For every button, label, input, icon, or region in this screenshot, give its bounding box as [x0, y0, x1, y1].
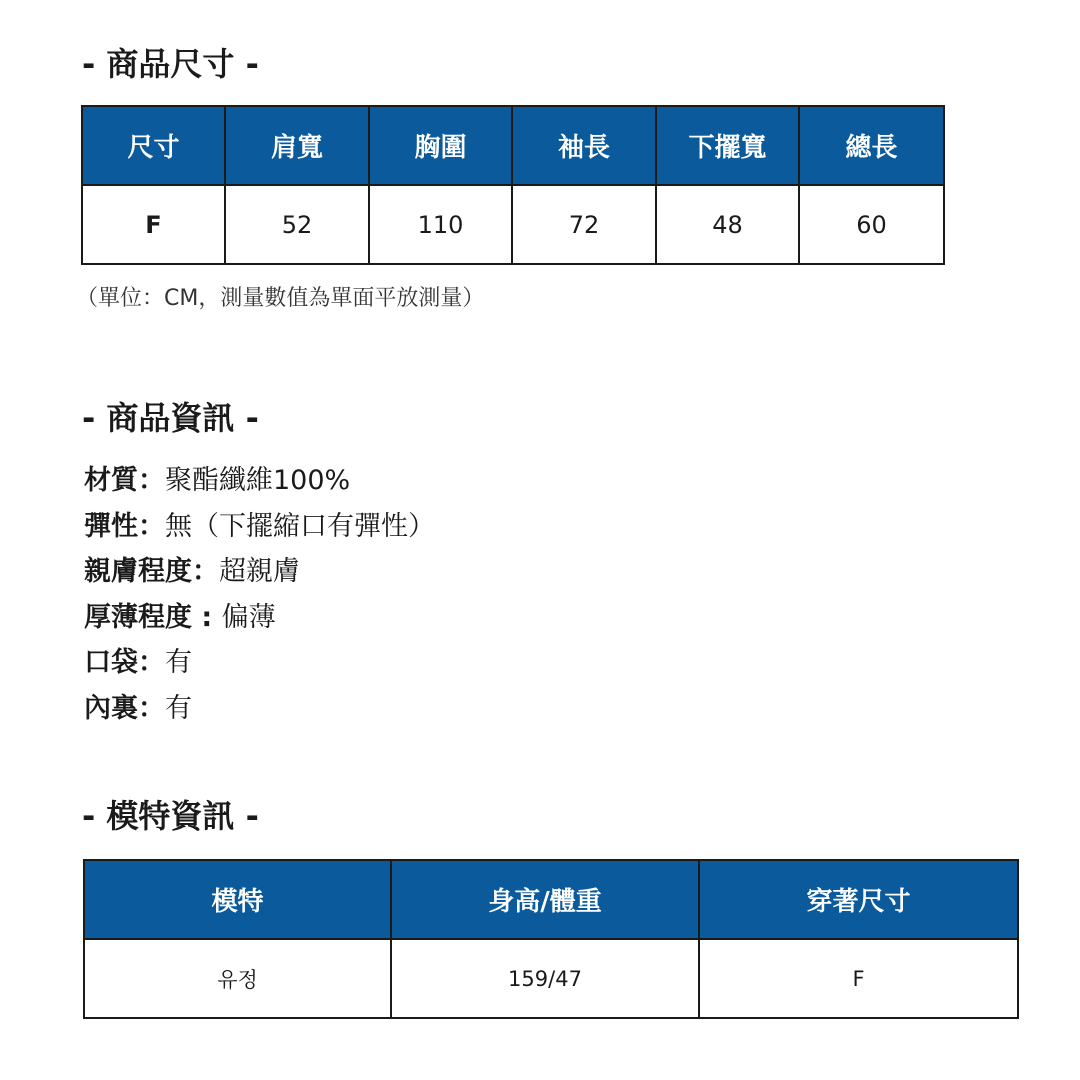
- model-value-name: 유정: [84, 939, 391, 1018]
- model-header-size-worn: 穿著尺寸: [699, 860, 1018, 939]
- info-item-thickness: [84, 595, 435, 641]
- size-value-sleeve: 72: [512, 185, 656, 264]
- size-header-length: 總長: [799, 106, 944, 185]
- info-item-elasticity: [84, 504, 435, 550]
- info-label: 厚薄程度 :: [84, 601, 222, 633]
- info-label: 彈性：: [84, 510, 165, 542]
- info-value: 超親膚: [219, 556, 300, 588]
- size-value-shoulder: 52: [225, 185, 369, 264]
- info-label: 材質：: [84, 465, 165, 496]
- info-item-material: [84, 458, 435, 504]
- model-header-height-weight: 身高/體重: [391, 860, 699, 939]
- info-value: 偏薄: [221, 601, 276, 633]
- info-item-skin-friendliness: [84, 549, 435, 595]
- info-label: 親膚程度：: [84, 556, 219, 588]
- size-header-shoulder: 肩寬: [225, 106, 369, 185]
- size-value-length: 60: [799, 185, 944, 264]
- info-value: 無（下擺縮口有彈性）: [165, 510, 435, 542]
- info-label: 內裏：: [84, 692, 165, 724]
- info-section-title: - 商品資訊 -: [82, 399, 259, 437]
- product-info-list: [84, 458, 435, 732]
- size-section-title: - 商品尺寸 -: [82, 45, 259, 83]
- size-value-hem: 48: [656, 185, 799, 264]
- model-table: [83, 859, 1019, 1019]
- model-value-size-worn: F: [699, 939, 1018, 1018]
- info-value: 聚酯纖維100%: [165, 465, 351, 496]
- model-section-title: - 模特資訊 -: [82, 797, 259, 835]
- measurement-note: （單位：CM，測量數值為單面平放測量）: [76, 286, 485, 311]
- model-header-name: 模特: [84, 860, 391, 939]
- model-value-height-weight: 159/47: [391, 939, 699, 1018]
- size-value-chest: 110: [369, 185, 512, 264]
- model-table-header-row: [84, 860, 1018, 939]
- info-value: 有: [165, 647, 192, 679]
- info-value: 有: [165, 692, 192, 724]
- table-row: [84, 939, 1018, 1018]
- info-label: 口袋：: [84, 647, 165, 679]
- size-table-header-row: [82, 106, 944, 185]
- size-header-sleeve: 袖長: [512, 106, 656, 185]
- info-item-pocket: [84, 640, 435, 686]
- size-header-chest: 胸圍: [369, 106, 512, 185]
- size-header-hem: 下擺寬: [656, 106, 799, 185]
- info-item-lining: [84, 686, 435, 732]
- size-table: [81, 105, 945, 265]
- size-value-size: F: [82, 185, 225, 264]
- table-row: [82, 185, 944, 264]
- size-header-size: 尺寸: [82, 106, 225, 185]
